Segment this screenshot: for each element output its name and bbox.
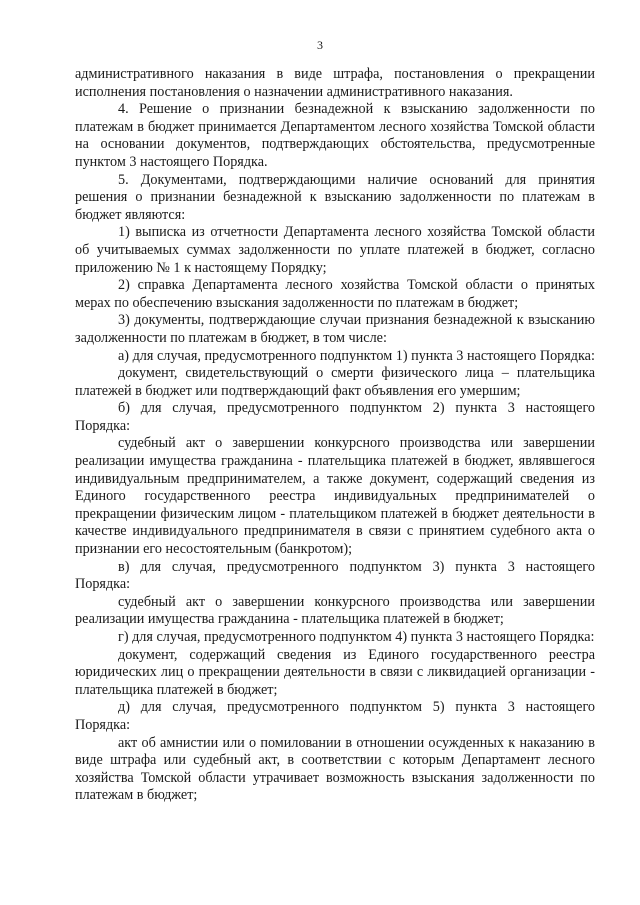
- paragraph: а) для случая, предусмотренного подпунктом 1) пункта 3 настоящего Порядка:: [118, 347, 595, 364]
- paragraph: акт об амнистии или о помиловании в отношении осужденных к наказанию в виде штрафа или судебный акт, в соответствии с которым Департамент лесного хозяйства Томской области утрачивает возможность взыскания задолженности по платежам в бюджет;: [75, 734, 595, 804]
- document-body: [75, 66, 595, 805]
- paragraph: в) для случая, предусмотренного подпунктом 3) пункта 3 настоящего Порядка:: [75, 558, 595, 593]
- paragraph: 3) документы, подтверждающие случаи признания безнадежной к взысканию задолженности по платежам в бюджет, в том числе:: [75, 312, 595, 346]
- paragraph: документ, свидетельствующий о смерти физического лица – плательщика платежей в бюджет или подтверждающий факт объявления его умершим;: [75, 365, 595, 399]
- page-number: 3: [317, 38, 323, 52]
- paragraph: 1) выписка из отчетности Департамента лесного хозяйства Томской области об учитываемых суммах задолженности по уплате платежей в бюджет, согласно приложению № 1 к настоящему Порядку;: [75, 224, 595, 276]
- paragraph: судебный акт о завершении конкурсного производства или завершении реализации имущества гражданина - плательщика платежей в бюджет;: [75, 593, 595, 628]
- paragraph: 2) справка Департамента лесного хозяйства Томской области о принятых мерах по обеспечению взыскания задолженности по платежам в бюджет;: [75, 277, 595, 311]
- paragraph: документ, содержащий сведения из Единого государственного реестра юридических лиц о прекращении деятельности в связи с ликвидацией организации - плательщика платежей в бюджет;: [75, 646, 595, 698]
- paragraph: административного наказания в виде штрафа, постановления о прекращении исполнения постановления о назначении административного наказания.: [75, 66, 595, 100]
- paragraph: б) для случая, предусмотренного подпунктом 2) пункта 3 настоящего Порядка:: [75, 400, 595, 434]
- paragraph: 5. Документами, подтверждающими наличие оснований для принятия решения о признании безнадежной к взысканию задолженности по платежам в бюджет являются:: [75, 171, 595, 223]
- paragraph: судебный акт о завершении конкурсного производства или завершении реализации имущества гражданина - плательщика платежей в бюджет, являвшегося индивидуальным предпринимателем, а также документ, содержащий сведения из Единого государственного реестра индивидуальных предпринимателей о прекращении физическим лицом - плательщиком платежей в бюджет деятельности в качестве индивидуального предпринимателя в связи с принятием судебного акта о признании его несостоятельным (банкротом);: [75, 435, 595, 558]
- paragraph: д) для случая, предусмотренного подпунктом 5) пункта 3 настоящего Порядка:: [75, 699, 595, 733]
- paragraph: 4. Решение о признании безнадежной к взысканию задолженности по платежам в бюджет принимается Департаментом лесного хозяйства Томской области на основании документов, подтверждающих обстоятельства, предусмотренные пунктом 3 настоящего Порядка.: [75, 101, 595, 170]
- paragraph: г) для случая, предусмотренного подпунктом 4) пункта 3 настоящего Порядка:: [118, 629, 595, 645]
